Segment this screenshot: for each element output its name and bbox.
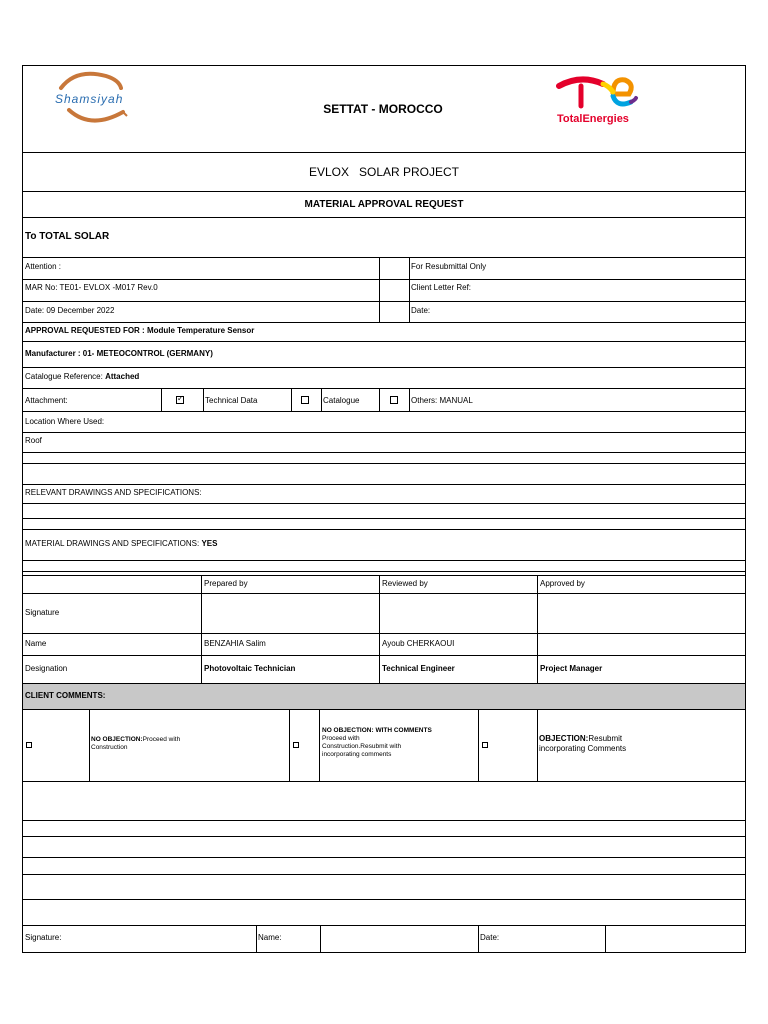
approval-requested-for: APPROVAL REQUESTED FOR : Module Temperature Sensor xyxy=(25,326,255,335)
check-icon: ✓ xyxy=(177,394,184,403)
signature-label: Signature xyxy=(25,608,60,617)
shamsiyah-logo-text: Shamsiyah xyxy=(55,92,124,106)
with-comments-checkbox[interactable] xyxy=(293,742,299,748)
with-comments-l4: incorporating comments xyxy=(322,751,392,758)
technical-data-checkbox[interactable] xyxy=(176,396,184,404)
footer-date-label: Date: xyxy=(480,933,500,942)
location-value: Roof xyxy=(25,436,42,445)
objection-bold: OBJECTION: xyxy=(539,734,589,743)
client-letter-ref: Client Letter Ref: xyxy=(411,283,472,292)
relevant-drawings: RELEVANT DRAWINGS AND SPECIFICATIONS: xyxy=(25,488,202,497)
objection-checkbox[interactable] xyxy=(482,742,488,748)
resubmittal-label: For Resubmittal Only xyxy=(411,262,487,271)
form-title: MATERIAL APPROVAL REQUEST xyxy=(304,199,464,210)
no-objection-text xyxy=(91,736,180,752)
catalogue-reference-label: Catalogue Reference: xyxy=(25,372,106,381)
footer-signature-label: Signature: xyxy=(25,933,62,942)
to-recipient: To TOTAL SOLAR xyxy=(25,231,110,242)
technical-data-label: Technical Data xyxy=(205,396,258,405)
objection-text xyxy=(539,734,626,754)
totalenergies-logo-text: TotalEnergies xyxy=(557,113,629,125)
designation-label: Designation xyxy=(25,664,68,673)
shamsiyah-logo xyxy=(51,70,136,128)
material-drawings-label: MATERIAL DRAWINGS AND SPECIFICATIONS: xyxy=(25,539,202,548)
with-comments-text xyxy=(322,727,432,759)
objection-line2: incorporating Comments xyxy=(539,744,627,753)
with-comments-l2: Proceed with xyxy=(322,735,360,742)
reviewed-name: Ayoub CHERKAOUI xyxy=(382,639,455,648)
material-drawings-value: YES xyxy=(201,539,218,548)
date-left: Date: 09 December 2022 xyxy=(25,306,115,315)
prepared-name: BENZAHIA Salim xyxy=(204,639,266,648)
approved-designation: Project Manager xyxy=(540,664,603,673)
client-comments-title: CLIENT COMMENTS: xyxy=(25,691,106,700)
totalenergies-logo xyxy=(551,72,641,128)
objection-rest: Resubmit xyxy=(588,734,623,743)
attachment-label: Attachment: xyxy=(25,396,68,405)
location-where-used: Location Where Used: xyxy=(25,417,105,426)
catalogue-reference-value: Attached xyxy=(105,372,140,381)
no-objection-checkbox[interactable] xyxy=(26,742,32,748)
manufacturer: Manufacturer : 01- METEOCONTROL (GERMANY) xyxy=(25,349,213,358)
material-drawings xyxy=(25,539,217,549)
location-title: SETTAT - MOROCCO xyxy=(323,102,443,116)
catalogue-reference xyxy=(25,372,139,382)
attention-label: Attention : xyxy=(25,262,62,271)
no-objection-bold: NO OBJECTION: xyxy=(91,736,143,743)
mar-number: MAR No: TE01- EVLOX -M017 Rev.0 xyxy=(25,283,158,292)
reviewed-by-header: Reviewed by xyxy=(382,579,428,588)
with-comments-l3: Construction.Resubmit with xyxy=(322,743,402,750)
name-label: Name xyxy=(25,639,47,648)
catalogue-label: Catalogue xyxy=(323,396,360,405)
prepared-designation: Photovoltaic Technician xyxy=(204,664,296,673)
catalogue-checkbox[interactable] xyxy=(301,396,309,404)
date-right: Date: xyxy=(411,306,431,315)
others-checkbox[interactable] xyxy=(390,396,398,404)
no-objection-rest: Proceed with xyxy=(142,736,181,743)
reviewed-designation: Technical Engineer xyxy=(382,664,455,673)
approved-by-header: Approved by xyxy=(540,579,585,588)
client-comments-band xyxy=(23,684,745,709)
footer-name-label: Name: xyxy=(258,933,282,942)
others-label: Others: MANUAL xyxy=(411,396,473,405)
prepared-by-header: Prepared by xyxy=(204,579,248,588)
approval-form xyxy=(22,65,746,953)
project-title: EVLOX SOLAR PROJECT xyxy=(308,165,460,179)
with-comments-bold: NO OBJECTION: WITH COMMENTS xyxy=(322,727,432,734)
no-objection-line2: Construction xyxy=(91,744,128,751)
